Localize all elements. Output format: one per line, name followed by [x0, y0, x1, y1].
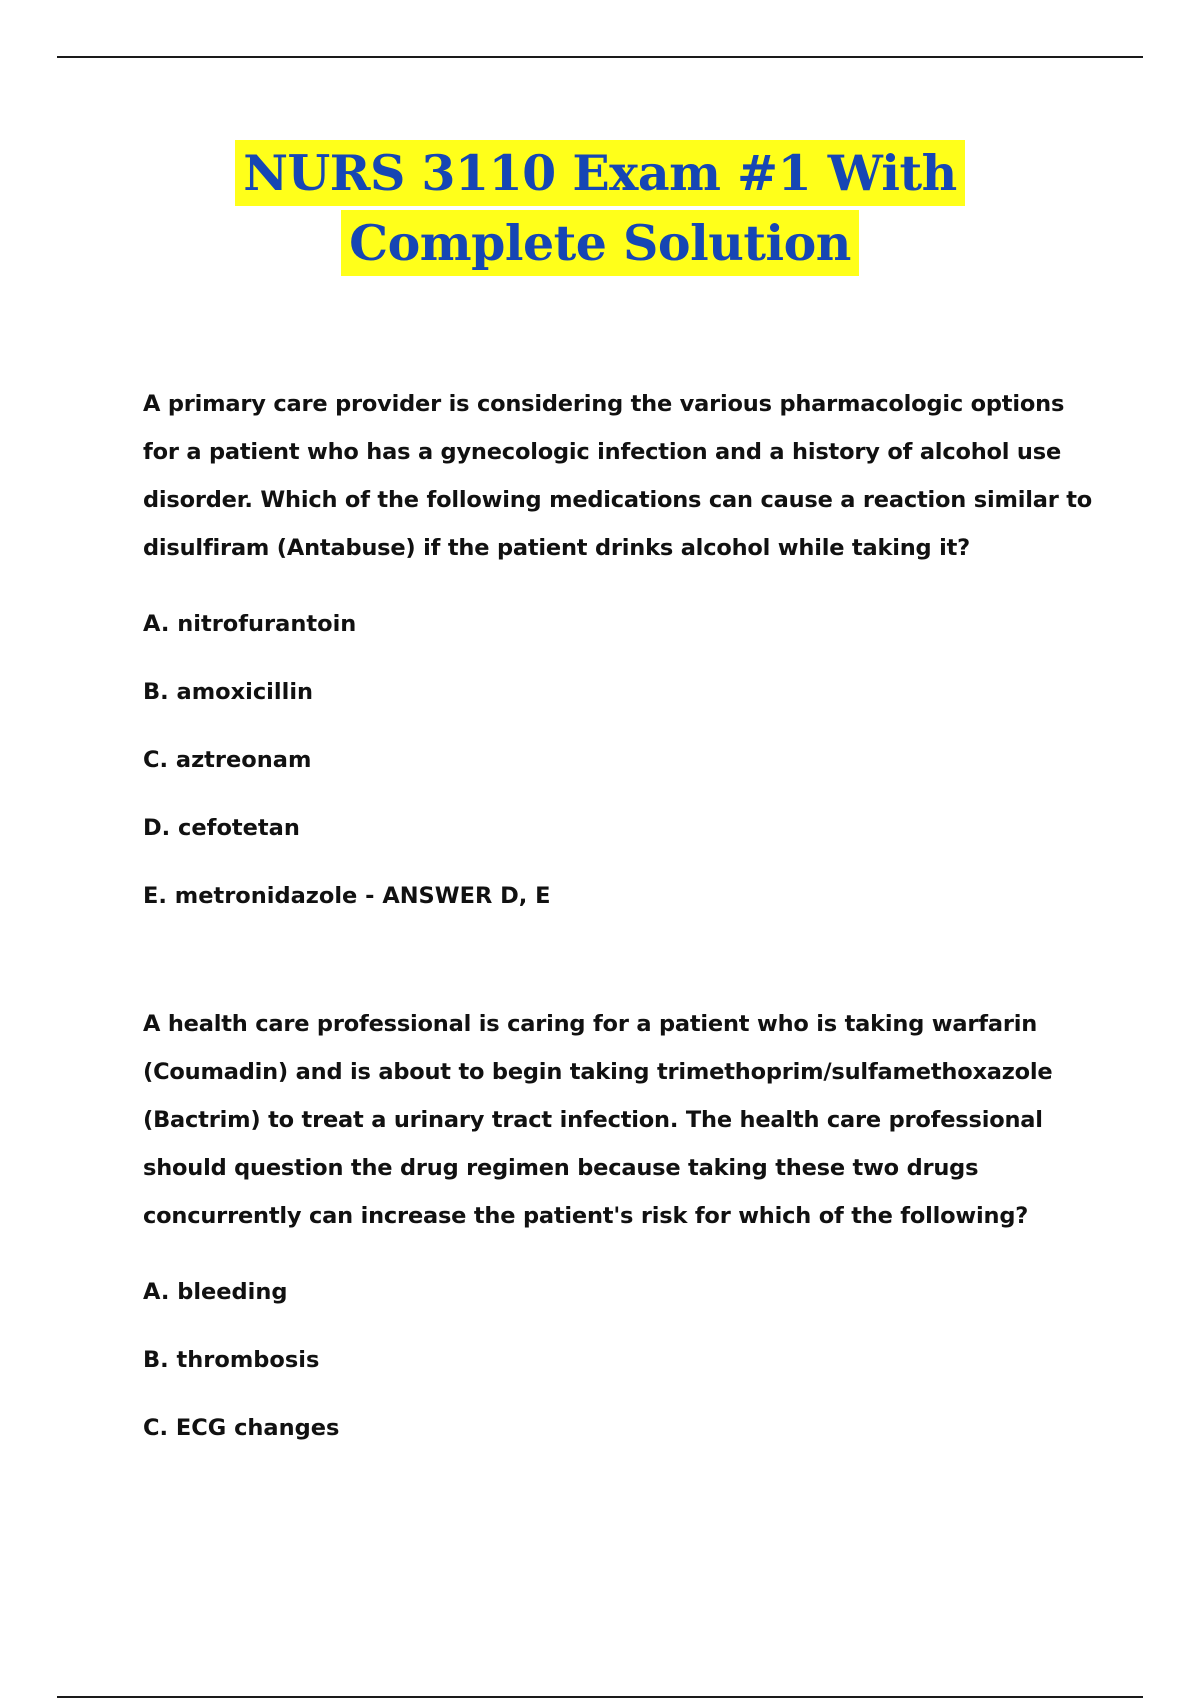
- document-body: [143, 380, 1103, 1441]
- question-prompt-1: A primary care provider is considering the various pharmacologic options for a patient who has a gynecologic infection and a history of alcohol use disorder. Which of the following medications can cause a reaction similar to disulfiram (Antabuse) if the patient drinks alcohol while taking it?: [143, 391, 1093, 561]
- question-block-1: [143, 380, 1103, 910]
- question-1-option-c: C. aztreonam: [143, 747, 312, 773]
- question-1-option-b: B. amoxicillin: [143, 679, 314, 705]
- question-1-option-d: D. cefotetan: [143, 815, 300, 841]
- question-2-option-a: A. bleeding: [143, 1279, 288, 1305]
- title-line-2: Complete Solution: [341, 210, 859, 276]
- question-2-option-b: B. thrombosis: [143, 1347, 320, 1373]
- question-2-option-c: C. ECG changes: [143, 1415, 340, 1441]
- question-1-option-a: A. nitrofurantoin: [143, 611, 357, 637]
- title-line-1: NURS 3110 Exam #1 With: [235, 140, 965, 206]
- question-block-2: [143, 1000, 1103, 1442]
- bottom-rule: [57, 1696, 1143, 1698]
- question-1-option-e-answer: E. metronidazole - ANSWER D, E: [143, 883, 551, 909]
- top-rule: [57, 56, 1143, 58]
- document-title: [0, 140, 1200, 276]
- question-prompt-2: A health care professional is caring for a patient who is taking warfarin (Coumadin) and is about to begin taking trimethoprim/sulfamethoxazole (Bactrim) to treat a urinary tract infection. The health care professional should question the drug regimen because taking these two drugs concurrently can increase the patient's risk for which of the following?: [143, 1011, 1053, 1229]
